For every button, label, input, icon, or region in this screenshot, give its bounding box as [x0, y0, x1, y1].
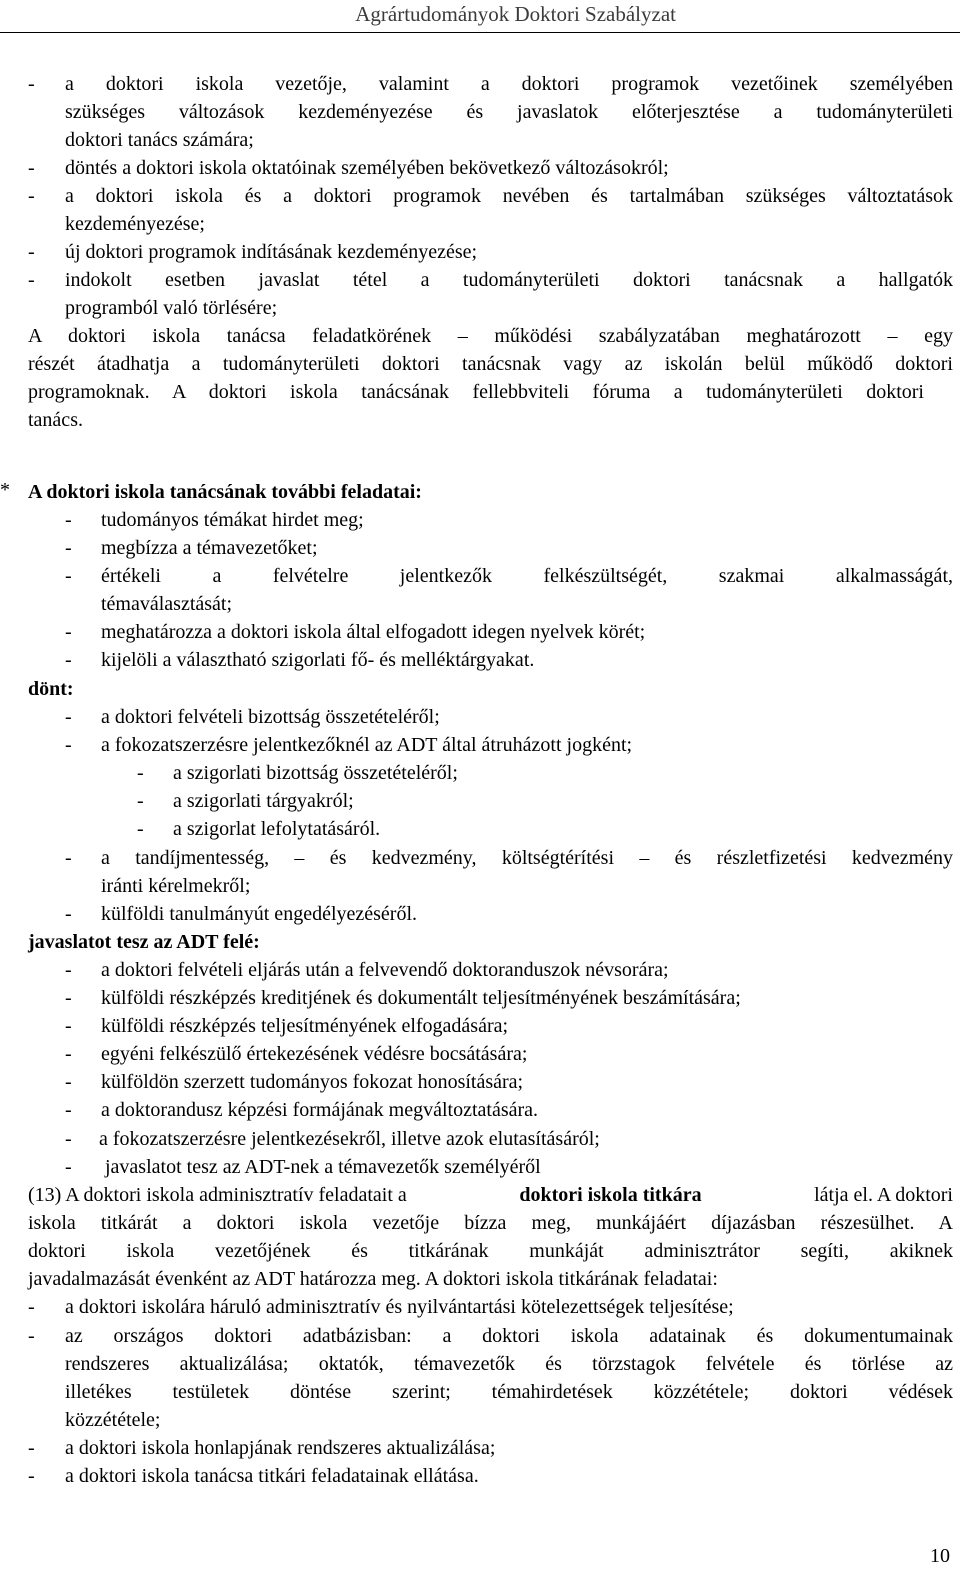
list-item-line: külföldön szerzett tudományos fokozat honosítására;	[101, 1071, 524, 1093]
javaslat-heading: javaslatot tesz az ADT felé:	[28, 931, 260, 953]
paragraph-line: javadalmazását évenként az ADT határozza meg. A doktori iskola titkárának feladatai:	[28, 1268, 718, 1290]
sublist-item: a szigorlati bizottság összetételéről;	[173, 762, 458, 784]
list-dash: -	[65, 734, 72, 756]
paragraph-line: doktori iskola vezetőjének és titkárának munkáját adminisztrátor segíti, akiknek	[28, 1240, 953, 1262]
list-dash: -	[65, 1128, 72, 1150]
list-item-line: rendszeres aktualizálása; oktatók, témavezetők és törzstagok felvétele és törlése az	[65, 1353, 953, 1375]
list-item-line: a doktori felvételi bizottság összetételéről;	[101, 706, 440, 728]
list-item-line: szükséges változások kezdeményezése és javaslatok előterjesztése a tudományterületi	[65, 101, 953, 123]
sublist-dash: -	[137, 790, 144, 812]
header-title: Agrártudományok Doktori Szabályzat	[355, 2, 676, 26]
sublist-dash: -	[137, 762, 144, 784]
list-dash: -	[65, 621, 72, 643]
list-item-line: tudományos témákat hirdet meg;	[101, 509, 364, 531]
list-dash: -	[65, 565, 72, 587]
para13-text-c: látja el. A doktori	[814, 1184, 953, 1206]
list-dash: -	[65, 1071, 72, 1093]
list-dash: -	[65, 847, 72, 869]
list-item-line: témaválasztását;	[101, 593, 233, 615]
list-dash: -	[28, 157, 35, 179]
list-item-line: kijelöli a választható szigorlati fő- és melléktárgyakat.	[101, 649, 535, 671]
list-dash: -	[65, 903, 72, 925]
list-item-line: doktori tanács számára;	[65, 129, 254, 151]
list-item-line: a doktori felvételi eljárás után a felvevendő doktoranduszok névsorára;	[101, 959, 669, 981]
sublist-item: a szigorlati tárgyakról;	[173, 790, 354, 812]
list-item-line: külföldi tanulmányút engedélyezéséről.	[101, 903, 418, 925]
dont-heading: dönt:	[28, 678, 74, 700]
list-item-line: a tandíjmentesség, – és kedvezmény, költségtérítési – és részletfizetési kedvezmény	[101, 847, 953, 869]
list-item-line: közzététele;	[65, 1409, 161, 1431]
paragraph-line: iskola titkárát a doktori iskola vezetője bízza meg, munkájáért díjazásban részesülhet. A	[28, 1212, 953, 1234]
list-item-line: a doktori iskola tanácsa titkári feladatainak ellátása.	[65, 1465, 479, 1487]
list-item-line: döntés a doktori iskola oktatóinak személyében bekövetkező változásokról;	[65, 157, 669, 179]
list-item-line: a doktori iskolára háruló adminisztratív és nyilvántartási kötelezettségek teljesítése;	[65, 1296, 734, 1318]
paragraph-13-line-1	[28, 1183, 953, 1207]
list-item-line: megbízza a témavezetőket;	[101, 537, 318, 559]
list-dash: -	[28, 1465, 35, 1487]
page-number: 10	[930, 1545, 950, 1567]
revision-marker: *	[0, 479, 10, 501]
paragraph-line: részét átadhatja a tudományterületi doktori tanácsnak vagy az iskolán belül működő doktori	[28, 353, 953, 375]
list-item-line: a fokozatszerzésre jelentkezésekről, illetve azok elutasításáról;	[99, 1128, 600, 1150]
para13-bold-term: doktori iskola titkára	[519, 1184, 702, 1206]
page-header	[0, 0, 960, 33]
list-dash: -	[65, 537, 72, 559]
list-dash: -	[65, 987, 72, 1009]
list-dash: -	[65, 1015, 72, 1037]
section-heading: A doktori iskola tanácsának további feladatai:	[28, 481, 422, 503]
list-dash: -	[28, 1296, 35, 1318]
list-dash: -	[28, 269, 35, 291]
paragraph-line: A doktori iskola tanácsa feladatkörének – működési szabályzatában meghatározott – egy	[28, 325, 953, 347]
list-item-line: a doktorandusz képzési formájának megváltoztatására.	[101, 1099, 539, 1121]
list-item-line: külföldi részképzés kreditjének és dokumentált teljesítményének beszámítására;	[101, 987, 741, 1009]
list-dash: -	[28, 1437, 35, 1459]
list-item-line: a doktori iskola vezetője, valamint a doktori programok vezetőinek személyében	[65, 73, 953, 95]
list-dash: -	[28, 1325, 35, 1347]
list-dash: -	[65, 649, 72, 671]
list-item-line: programból való törlésére;	[65, 297, 278, 319]
list-item-line: a fokozatszerzésre jelentkezőknél az ADT által átruházott jogként;	[101, 734, 633, 756]
list-dash: -	[28, 241, 35, 263]
list-dash: -	[28, 73, 35, 95]
list-dash: -	[65, 959, 72, 981]
list-item-line: illetékes testületek döntése szerint; témahirdetések közzététele; doktori védések	[65, 1381, 953, 1403]
list-item-line: a doktori iskola és a doktori programok nevében és tartalmában szükséges változtatások	[65, 185, 953, 207]
list-dash: -	[65, 1156, 72, 1178]
sublist-item: a szigorlat lefolytatásáról.	[173, 818, 381, 840]
list-dash: -	[65, 1043, 72, 1065]
list-item-line: egyéni felkészülő értekezésének védésre bocsátására;	[101, 1043, 528, 1065]
sublist-dash: -	[137, 818, 144, 840]
list-item-line: javaslatot tesz az ADT-nek a témavezetők személyéről	[105, 1156, 541, 1178]
list-dash: -	[65, 1099, 72, 1121]
list-item-line: új doktori programok indításának kezdeményezése;	[65, 241, 478, 263]
paragraph-line: programoknak. A doktori iskola tanácsának fellebbviteli fóruma a tudományterületi doktori	[28, 381, 924, 403]
list-dash: -	[65, 509, 72, 531]
list-item-line: külföldi részképzés teljesítményének elfogadására;	[101, 1015, 509, 1037]
list-item-line: meghatározza a doktori iskola által elfogadott idegen nyelvek körét;	[101, 621, 646, 643]
list-dash: -	[28, 185, 35, 207]
paragraph-line: tanács.	[28, 409, 83, 431]
list-item-line: iránti kérelmekről;	[101, 875, 251, 897]
list-item-line: indokolt esetben javaslat tétel a tudományterületi doktori tanácsnak a hallgatók	[65, 269, 953, 291]
list-item-line: kezdeményezése;	[65, 213, 205, 235]
list-item-line: az országos doktori adatbázisban: a doktori iskola adatainak és dokumentumainak	[65, 1325, 953, 1347]
para13-text-a: (13) A doktori iskola adminisztratív feladatait a	[28, 1184, 407, 1206]
list-item-line: értékeli a felvételre jelentkezők felkészültségét, szakmai alkalmasságát,	[101, 565, 953, 587]
list-dash: -	[65, 706, 72, 728]
list-item-line: a doktori iskola honlapjának rendszeres aktualizálása;	[65, 1437, 496, 1459]
